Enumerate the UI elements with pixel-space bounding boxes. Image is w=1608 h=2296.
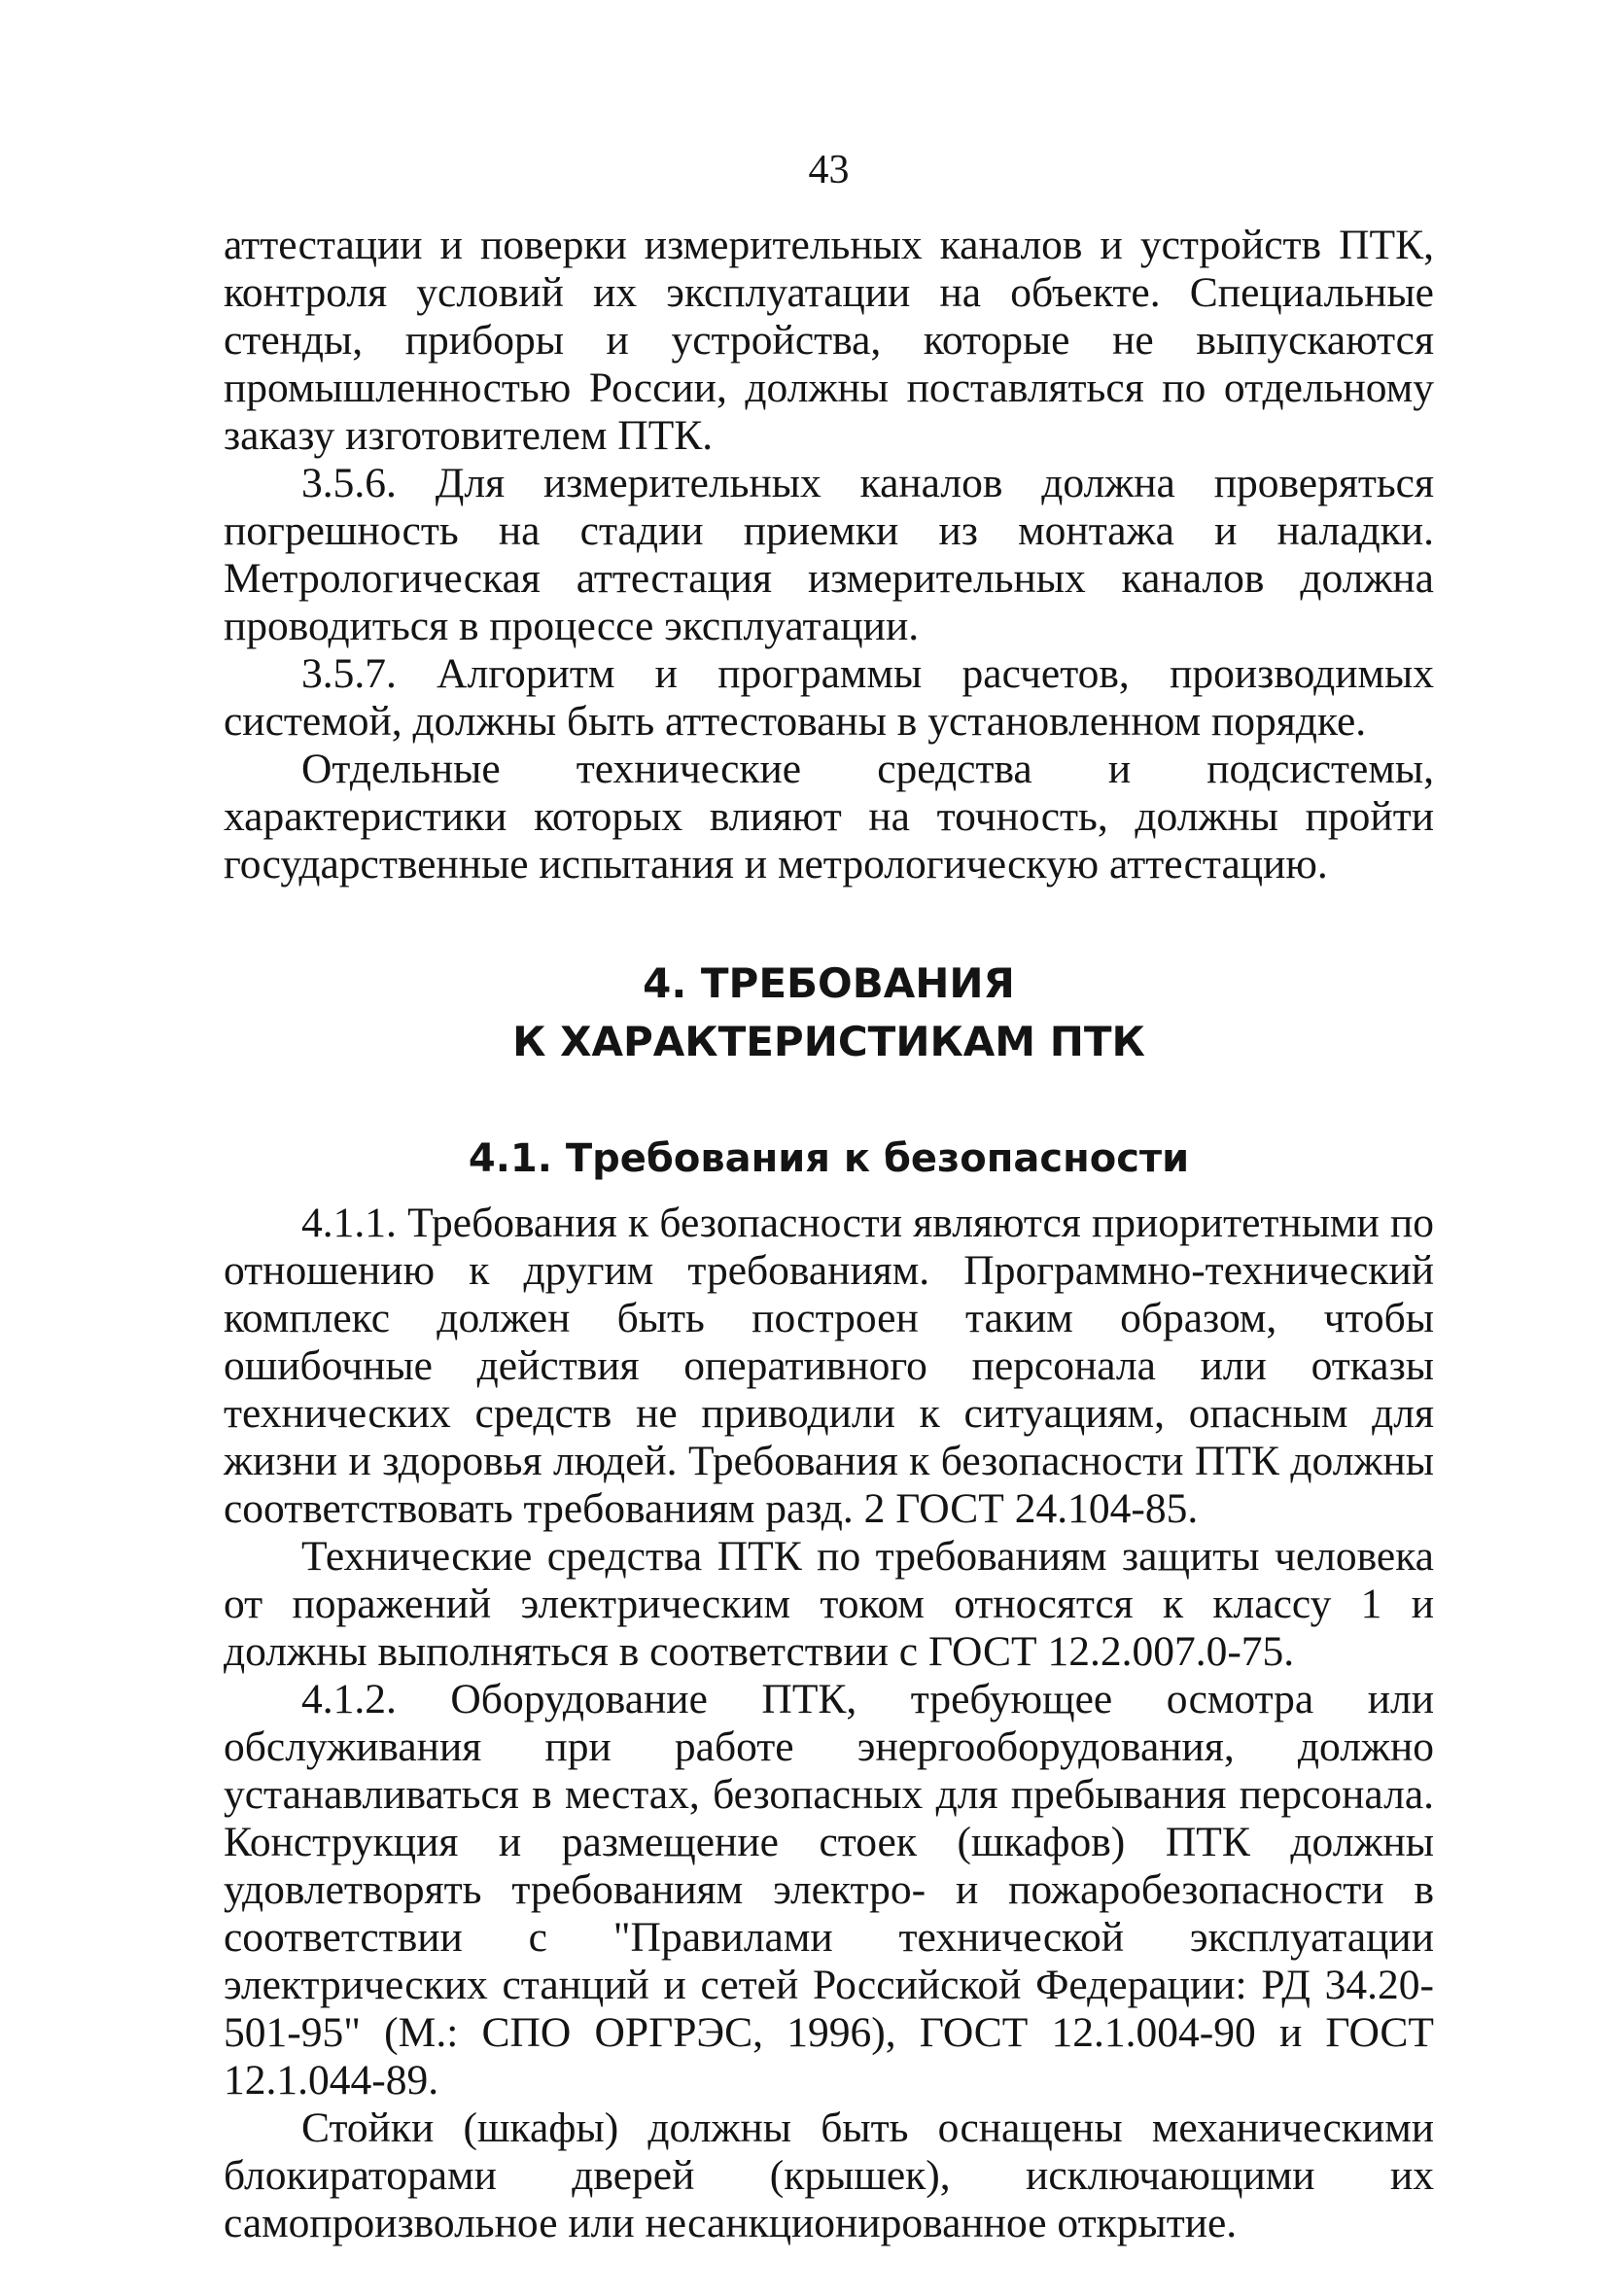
paragraph: аттестации и поверки измерительных каналов и устройств ПТК, контроля условий их эксплуатации на объекте. Специальные стенды, приборы и устройства, которые не выпускаются промышленностью России, должны поставляться по отдельному заказу изготовителем ПТК. bbox=[224, 222, 1434, 459]
paragraph: Технические средства ПТК по требованиям защиты человека от поражений электрическим током относятся к классу 1 и должны выполняться в соответствии с ГОСТ 12.2.007.0-75. bbox=[224, 1533, 1434, 1675]
paragraph: Отдельные технические средства и подсистемы, характеристики которых влияют на точность, должны пройти государственные испытания и метрологическую аттестацию. bbox=[224, 746, 1434, 887]
paragraph: 4.1.2. Оборудование ПТК, требующее осмотра или обслуживания при работе энергооборудования, должно устанавливаться в местах, безопасных для пребывания персонала. Конструкция и размещение стоек (шкафов) ПТК должны удовлетворять требованиям электро- и пожаробезопасности в соответствии с "Правилами технической эксплуатации электрических станций и сетей Российской Федерации: РД 34.20-501-95" (М.: СПО ОРГРЭС, 1996), ГОСТ 12.1.004-90 и ГОСТ 12.1.044-89. bbox=[224, 1676, 1434, 2104]
paragraph: Стойки (шкафы) должны быть оснащены механическими блокираторами дверей (крышек), исключающими их самопроизвольное или несанкционированное открытие. bbox=[224, 2105, 1434, 2246]
section-heading-line-1: 4. ТРЕБОВАНИЯ bbox=[643, 959, 1015, 1007]
section-heading bbox=[224, 955, 1434, 1071]
paragraph: 3.5.6. Для измерительных каналов должна проверяться погрешность на стадии приемки из монтажа и наладки. Метрологическая аттестация измерительных каналов должна проводиться в процессе эксплуатации. bbox=[224, 460, 1434, 649]
page-number: 43 bbox=[808, 148, 850, 192]
paragraph: 3.5.7. Алгоритм и программы расчетов, производимых системой, должны быть аттестованы в установленном порядке. bbox=[224, 650, 1434, 745]
section-heading-line-2: К ХАРАКТЕРИСТИКАМ ПТК bbox=[512, 1018, 1145, 1065]
paragraph: 4.1.1. Требования к безопасности являются приоритетными по отношению к другим требованиям. Программно-технический комплекс должен быть построен таким образом, чтобы ошибочные действия оперативного персонала или отказы технических средств не приводили к ситуациям, опасным для жизни и здоровья людей. Требования к безопасности ПТК должны соответствовать требованиям разд. 2 ГОСТ 24.104-85. bbox=[224, 1200, 1434, 1532]
subsection-heading: 4.1. Требования к безопасности bbox=[468, 1136, 1190, 1181]
page-body bbox=[224, 222, 1434, 2247]
